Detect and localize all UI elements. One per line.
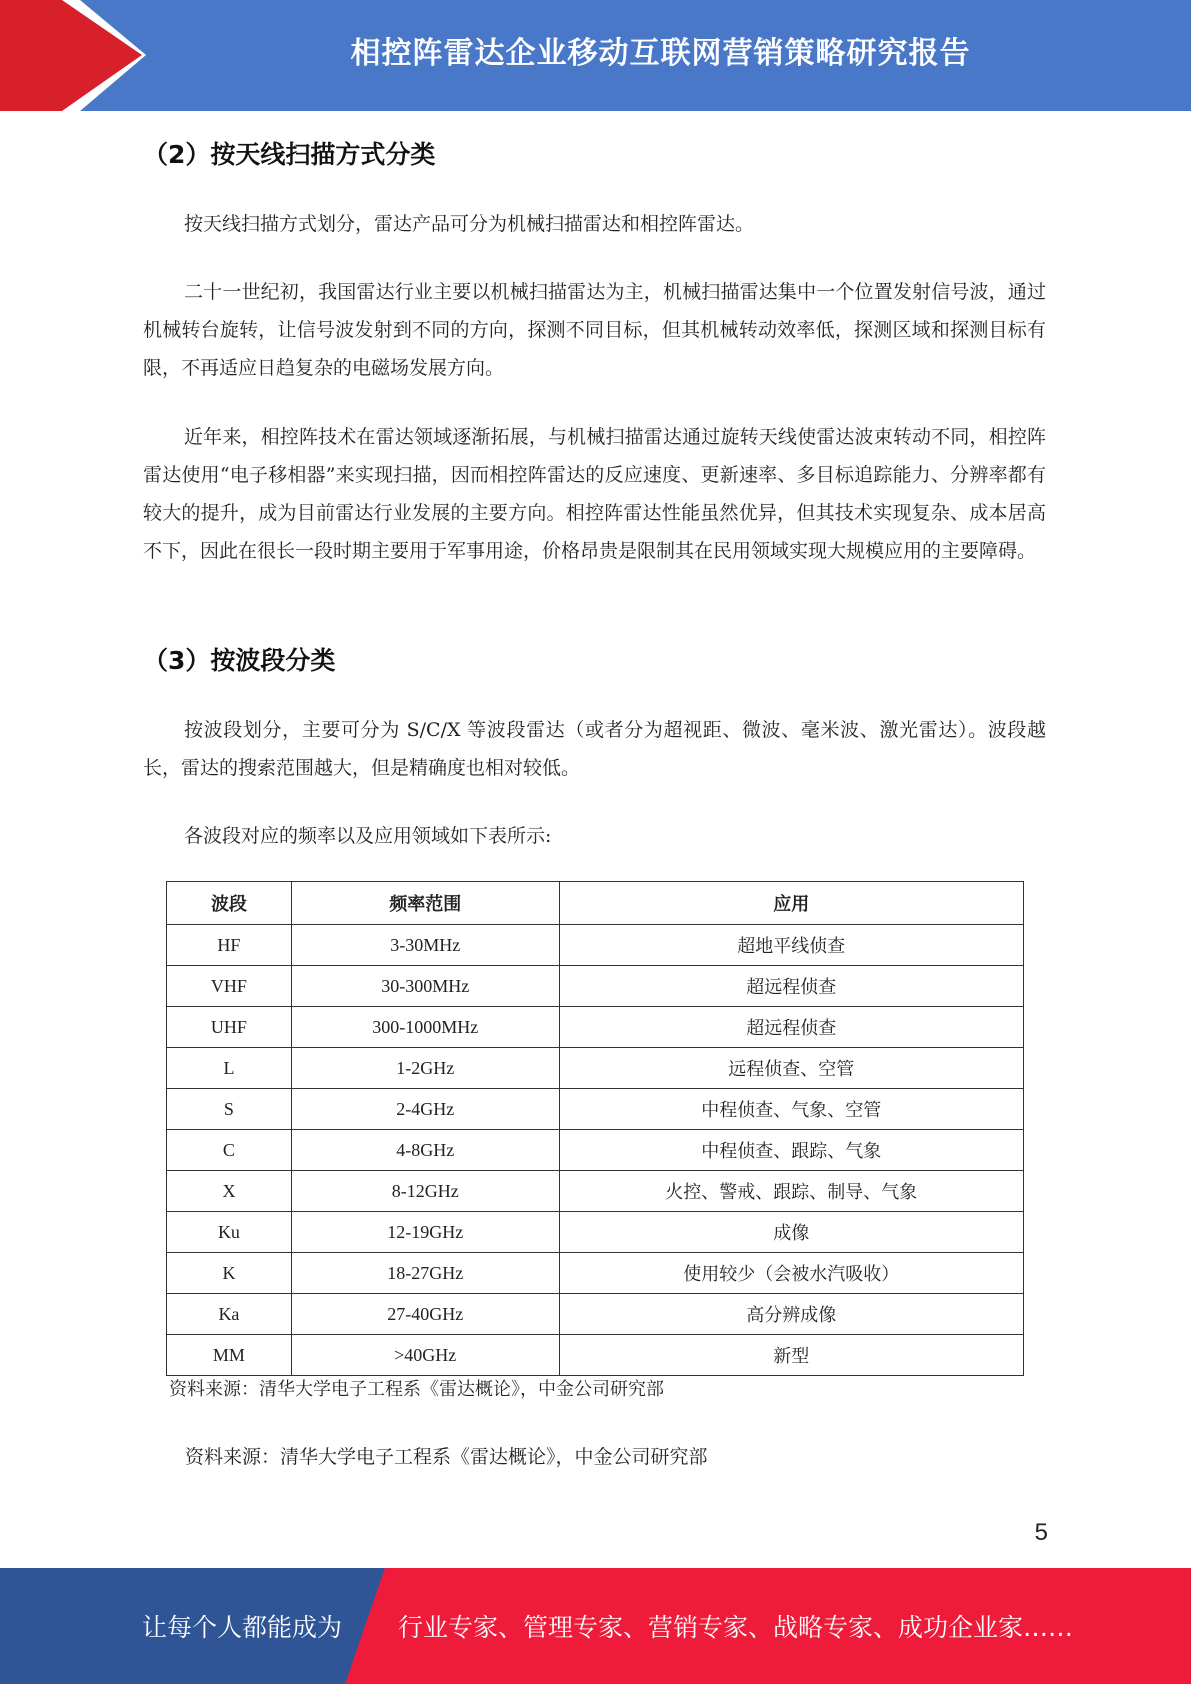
band-cell: UHF: [167, 1007, 292, 1048]
frequency-cell: 3-30MHz: [291, 925, 559, 966]
band-cell: HF: [167, 925, 292, 966]
frequency-cell: 12-19GHz: [291, 1212, 559, 1253]
frequency-cell: 2-4GHz: [291, 1089, 559, 1130]
table-row: [167, 1130, 1024, 1171]
header-title: 相控阵雷达企业移动互联网营销策略研究报告: [350, 36, 971, 71]
section-heading-antenna-scan: （2）按天线扫描方式分类: [143, 140, 436, 169]
frequency-cell: 30-300MHz: [291, 966, 559, 1007]
table-row: [167, 1294, 1024, 1335]
band-cell: S: [167, 1089, 292, 1130]
frequency-cell: 4-8GHz: [291, 1130, 559, 1171]
band-cell: C: [167, 1130, 292, 1171]
frequency-cell: 8-12GHz: [291, 1171, 559, 1212]
application-cell: 高分辨成像: [559, 1294, 1023, 1335]
band-cell: MM: [167, 1335, 292, 1376]
paragraph-table-intro: 各波段对应的频率以及应用领域如下表所示:: [184, 825, 552, 847]
table-row: [167, 1253, 1024, 1294]
column-header-band: 波段: [167, 882, 292, 925]
column-header-application: 应用: [559, 882, 1023, 925]
application-cell: 中程侦查、气象、空管: [559, 1089, 1023, 1130]
frequency-cell: 27-40GHz: [291, 1294, 559, 1335]
application-cell: 远程侦查、空管: [559, 1048, 1023, 1089]
paragraph-band-intro: 按波段划分，主要可分为 S/C/X 等波段雷达（或者分为超视距、微波、毫米波、激光雷达）。波段越长，雷达的搜索范围越大，但是精确度也相对较低。: [143, 719, 1046, 779]
application-cell: 火控、警戒、跟踪、制导、气象: [559, 1171, 1023, 1212]
paragraph-antenna-scan-intro: 按天线扫描方式划分，雷达产品可分为机械扫描雷达和相控阵雷达。: [184, 213, 755, 235]
column-header-frequency: 频率范围: [291, 882, 559, 925]
application-cell: 中程侦查、跟踪、气象: [559, 1130, 1023, 1171]
application-cell: 超远程侦查: [559, 966, 1023, 1007]
band-cell: L: [167, 1048, 292, 1089]
paragraph-phased-array: 近年来，相控阵技术在雷达领域逐渐拓展，与机械扫描雷达通过旋转天线使雷达波束转动不同，相控阵雷达使用“电子移相器”来实现扫描，因而相控阵雷达的反应速度、更新速率、多目标追踪能力、分辨率都有较大的提升，成为目前雷达行业发展的主要方向。相控阵雷达性能虽然优异，但其技术实现复杂、成本居高不下，因此在很长一段时期主要用于军事用途，价格昂贵是限制其在民用领域实现大规模应用的主要障碍。: [143, 426, 1046, 562]
frequency-cell: 1-2GHz: [291, 1048, 559, 1089]
band-cell: Ku: [167, 1212, 292, 1253]
table-row: [167, 925, 1024, 966]
footer-slogan-right: 行业专家、管理专家、营销专家、战略专家、成功企业家……: [398, 1613, 1074, 1642]
application-cell: 使用较少（会被水汽吸收）: [559, 1253, 1023, 1294]
table-row: [167, 1007, 1024, 1048]
table-row: [167, 1212, 1024, 1253]
section-heading-band: （3）按波段分类: [143, 646, 336, 675]
page-number: 5: [1034, 1519, 1048, 1546]
table-row: [167, 966, 1024, 1007]
application-cell: 新型: [559, 1335, 1023, 1376]
table-row: [167, 1335, 1024, 1376]
page-footer: [0, 1568, 1191, 1684]
table-row: [167, 1048, 1024, 1089]
table-row: [167, 1171, 1024, 1212]
footer-slogan-left: 让每个人都能成为: [142, 1613, 343, 1642]
band-cell: X: [167, 1171, 292, 1212]
application-cell: 超远程侦查: [559, 1007, 1023, 1048]
band-frequency-table: [166, 881, 1024, 1376]
band-cell: Ka: [167, 1294, 292, 1335]
page-header: [0, 0, 1191, 111]
table-row: [167, 1089, 1024, 1130]
application-cell: 成像: [559, 1212, 1023, 1253]
table-header-row: [167, 882, 1024, 925]
band-cell: VHF: [167, 966, 292, 1007]
application-cell: 超地平线侦查: [559, 925, 1023, 966]
frequency-cell: 18-27GHz: [291, 1253, 559, 1294]
table-source-note: 资料来源：清华大学电子工程系《雷达概论》，中金公司研究部: [169, 1379, 664, 1400]
source-note: 资料来源：清华大学电子工程系《雷达概论》，中金公司研究部: [185, 1446, 708, 1468]
frequency-cell: >40GHz: [291, 1335, 559, 1376]
band-cell: K: [167, 1253, 292, 1294]
frequency-cell: 300-1000MHz: [291, 1007, 559, 1048]
paragraph-mechanical-scan: 二十一世纪初，我国雷达行业主要以机械扫描雷达为主，机械扫描雷达集中一个位置发射信号波，通过机械转台旋转，让信号波发射到不同的方向，探测不同目标，但其机械转动效率低，探测区域和探测目标有限，不再适应日趋复杂的电磁场发展方向。: [143, 281, 1046, 379]
